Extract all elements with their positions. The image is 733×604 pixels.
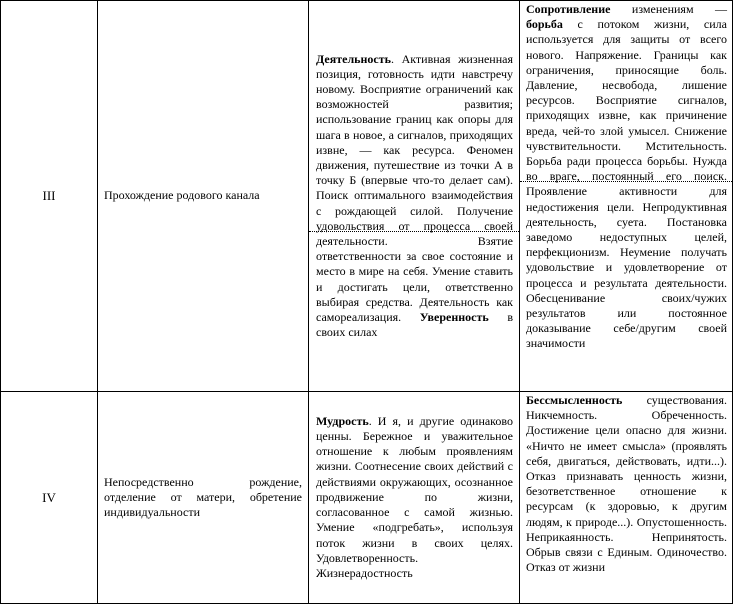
trauma-keyword: борьба [526,17,563,32]
trauma-cell [520,1,732,391]
resource-keyword: Деятельность [316,51,391,66]
resource-text [316,52,513,341]
stage-name: Прохождение родового канала [104,188,260,203]
stage-number-cell [1,392,97,603]
trauma-keyword: Сопротивление [526,2,611,16]
resource-cell [309,392,519,603]
trauma-description: с потоком жизни, сила используется для защиты от всего нового. Напряжение. Границы как ограничения, приносящие боль. Давление, несвобода, лишение ресурсов. Восприятие сигналов, приходящих извне, как причинение вреда, чей-то злой умысел. Снижение чувствительности. Мстительность. Борьба ради процесса борьбы. Нужда во враге, постоянный его поиск. Проявление активности для недостижения цели. Непродуктивная деятельность, суета. Постановка заведомо недоступных целей, перфекционизм. Неумение получать удовольствие и удовлетворение от процесса и результата деятельности. Обесценивание своих/чужих результатов или постоянное доказывание себе/другим своей значимости [526,17,727,351]
resource-cell [309,1,519,391]
trauma-cell [520,392,732,603]
stage-number: IV [42,489,56,505]
stage-number-cell [1,1,97,391]
resource-keyword: Мудрость [316,413,369,428]
stage-name: Непосредственно рождение, отделение от матери, обретение индивидуальности [104,474,302,520]
trauma-description: существования. Никчемность. Обреченность. Достижение цели опасно для жизни. «Ничто не имеет смысла» (проявлять себя, двигаться, действовать, идти...). Отказ признавать ценность жизни, безответственное отношение к ресурсам (к здоровью, к другим людям, к природе...). Опустошенность. Неприкаянность. Непринятость. Обрыв связи с Единым. Одиночество. Отказ от жизни [526,393,727,575]
trauma-text [526,1,727,352]
trauma-description: изменениям — [610,2,727,16]
resource-text [316,414,513,581]
resource-keyword: Уверенность [419,310,489,325]
stage-name-cell [98,392,308,603]
stage-name-cell [98,1,308,391]
resource-description: . И я, и другие одинаково ценны. Бережное и уважительное отношение к любым проявлениям жизни. Соотнесение своих действий с действиями окружающих, осознанное продвижение по жизни, согласованное с самой жизнью. Умение «подгребать», используя поток жизни в своих целях. Удовлетворенность. Жизнерадостность [316,413,513,580]
resource-description: в своих силах [316,310,513,340]
stage-number: III [42,188,56,203]
trauma-keyword: Бессмысленность [526,393,623,407]
resource-description: . Активная жизненная позиция, готовность идти навстречу новому. Восприятие ограничений как возможностей развития; использование границ как опоры для шага в новое, а сигналов, приходящих извне, — как ресурса. Феномен движения, путешествие из точки А в точку Б (впервые что-то делает сам). Поиск оптимального взаимодействия с рождающей силой. Получение удовольствия от процесса своей деятельности. Взятие ответственности за свое состояние и место в мире на себя. Умение ставить и достигать цели, ответственно выбирая средства. Деятельность как самореализация. [316,51,513,325]
trauma-text [526,392,727,575]
